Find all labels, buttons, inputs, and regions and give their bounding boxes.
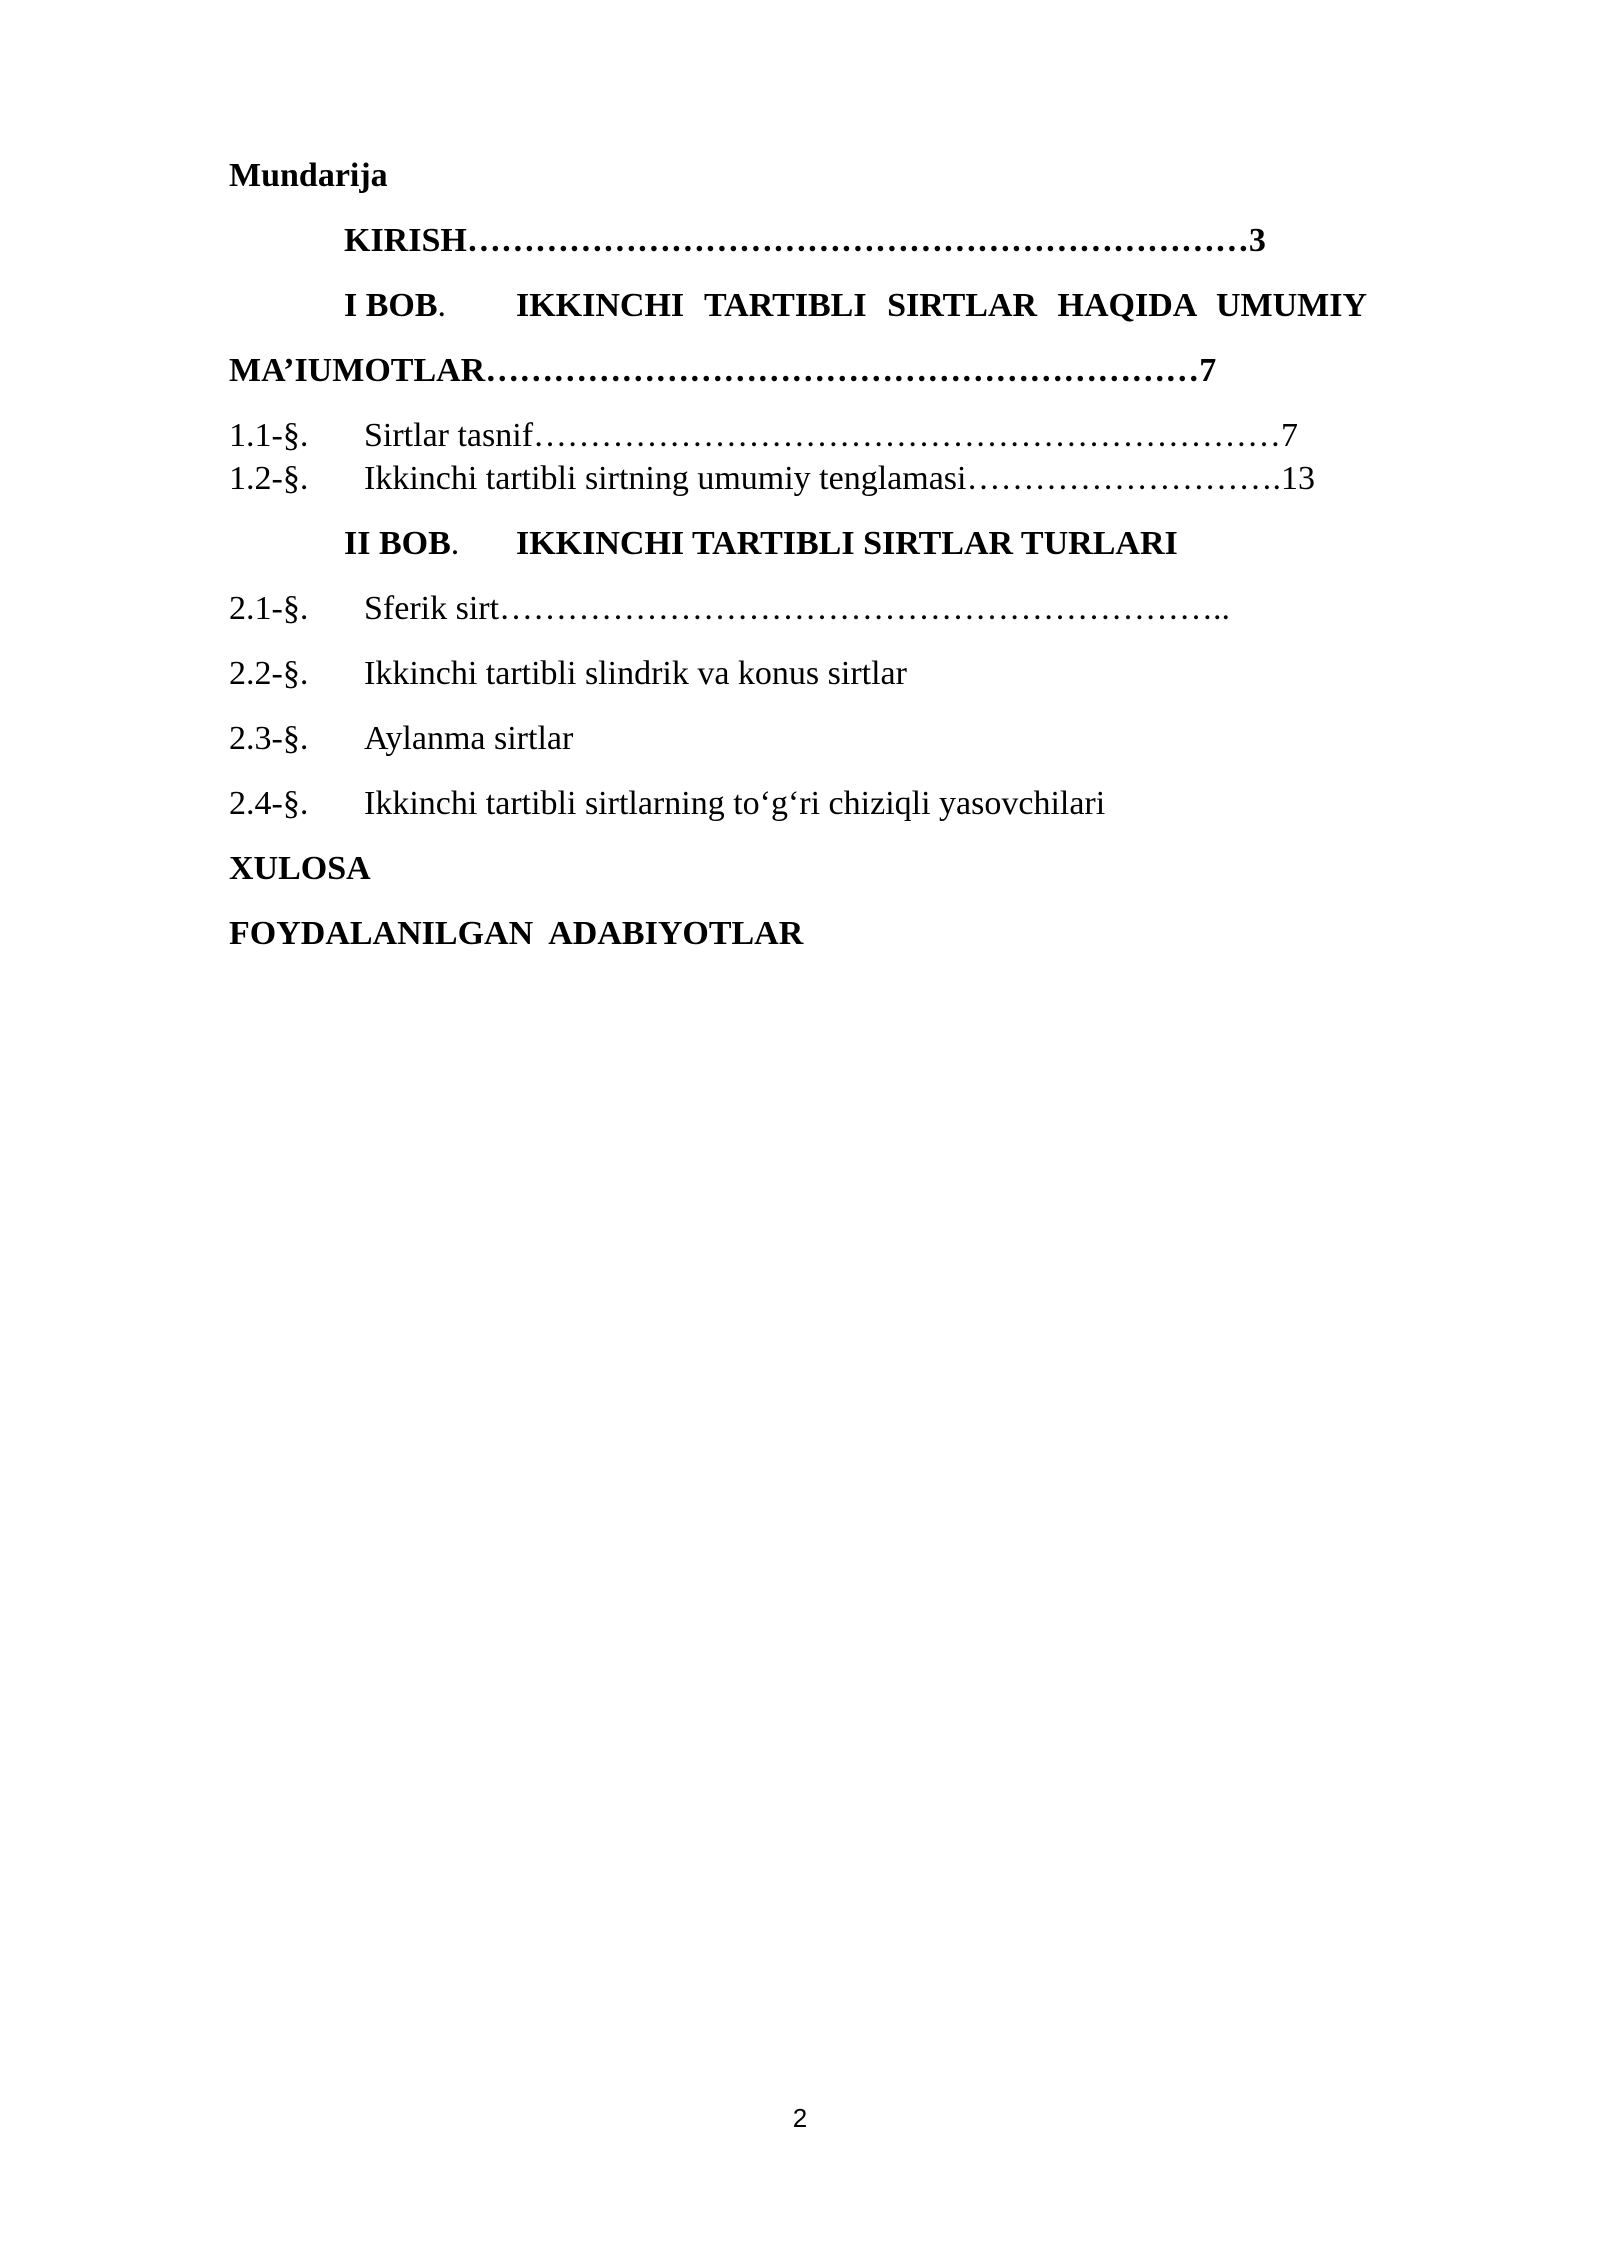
toc-chapter1-title-line2: MA’IUMOTLAR………………………………………………………7 <box>229 352 1217 389</box>
page-number: 2 <box>792 2103 808 2133</box>
section-number: 2.3-§. <box>229 720 309 757</box>
chapter2-title: IKKINCHI TARTIBLI SIRTLAR TURLARI <box>516 525 1178 562</box>
toc-kirish: KIRISH……………………………………………………………3 <box>344 222 1266 259</box>
toc-adabiyotlar: FOYDALANILGAN ADABIYOTLAR <box>229 915 804 952</box>
section-number: 2.1-§. <box>229 590 309 627</box>
toc-title: Mundarija <box>229 157 388 194</box>
section-title: Ikkinchi tartibli slindrik va konus sirtlar <box>364 655 907 692</box>
section-number: 1.2-§. <box>229 460 309 497</box>
toc-chapter2-heading <box>344 524 1178 564</box>
toc-chapter1-heading <box>344 286 1490 326</box>
chapter1-label: I BOB <box>344 287 438 324</box>
section-title: Aylanma sirtlar <box>364 720 574 757</box>
section-title: Sirtlar tasnif…………………………………………………………7 <box>364 417 1299 454</box>
section-title: Ikkinchi tartibli sirtning umumiy tenglamasi……………………….13 <box>364 460 1315 497</box>
toc-section-row <box>229 459 1315 499</box>
toc-section-row <box>229 784 1105 824</box>
toc-section-row <box>229 719 573 759</box>
section-title: Ikkinchi tartibli sirtlarning to‘g‘ri chiziqli yasovchilari <box>364 785 1106 822</box>
toc-section-row <box>229 654 907 694</box>
chapter2-dot: . <box>450 525 460 562</box>
section-title: Sferik sirt……………………………………………………….. <box>364 590 1231 627</box>
section-number: 1.1-§. <box>229 417 309 454</box>
chapter1-title-line1: IKKINCHI TARTIBLI SIRTLAR HAQIDA UMUMIY <box>516 287 1368 324</box>
toc-section-row <box>229 589 1230 629</box>
toc-section-row <box>229 416 1298 456</box>
toc-xulosa: XULOSA <box>229 850 371 887</box>
chapter2-label: II BOB <box>344 525 451 562</box>
chapter1-dot: . <box>437 287 447 324</box>
section-number: 2.2-§. <box>229 655 309 692</box>
section-number: 2.4-§. <box>229 785 309 822</box>
